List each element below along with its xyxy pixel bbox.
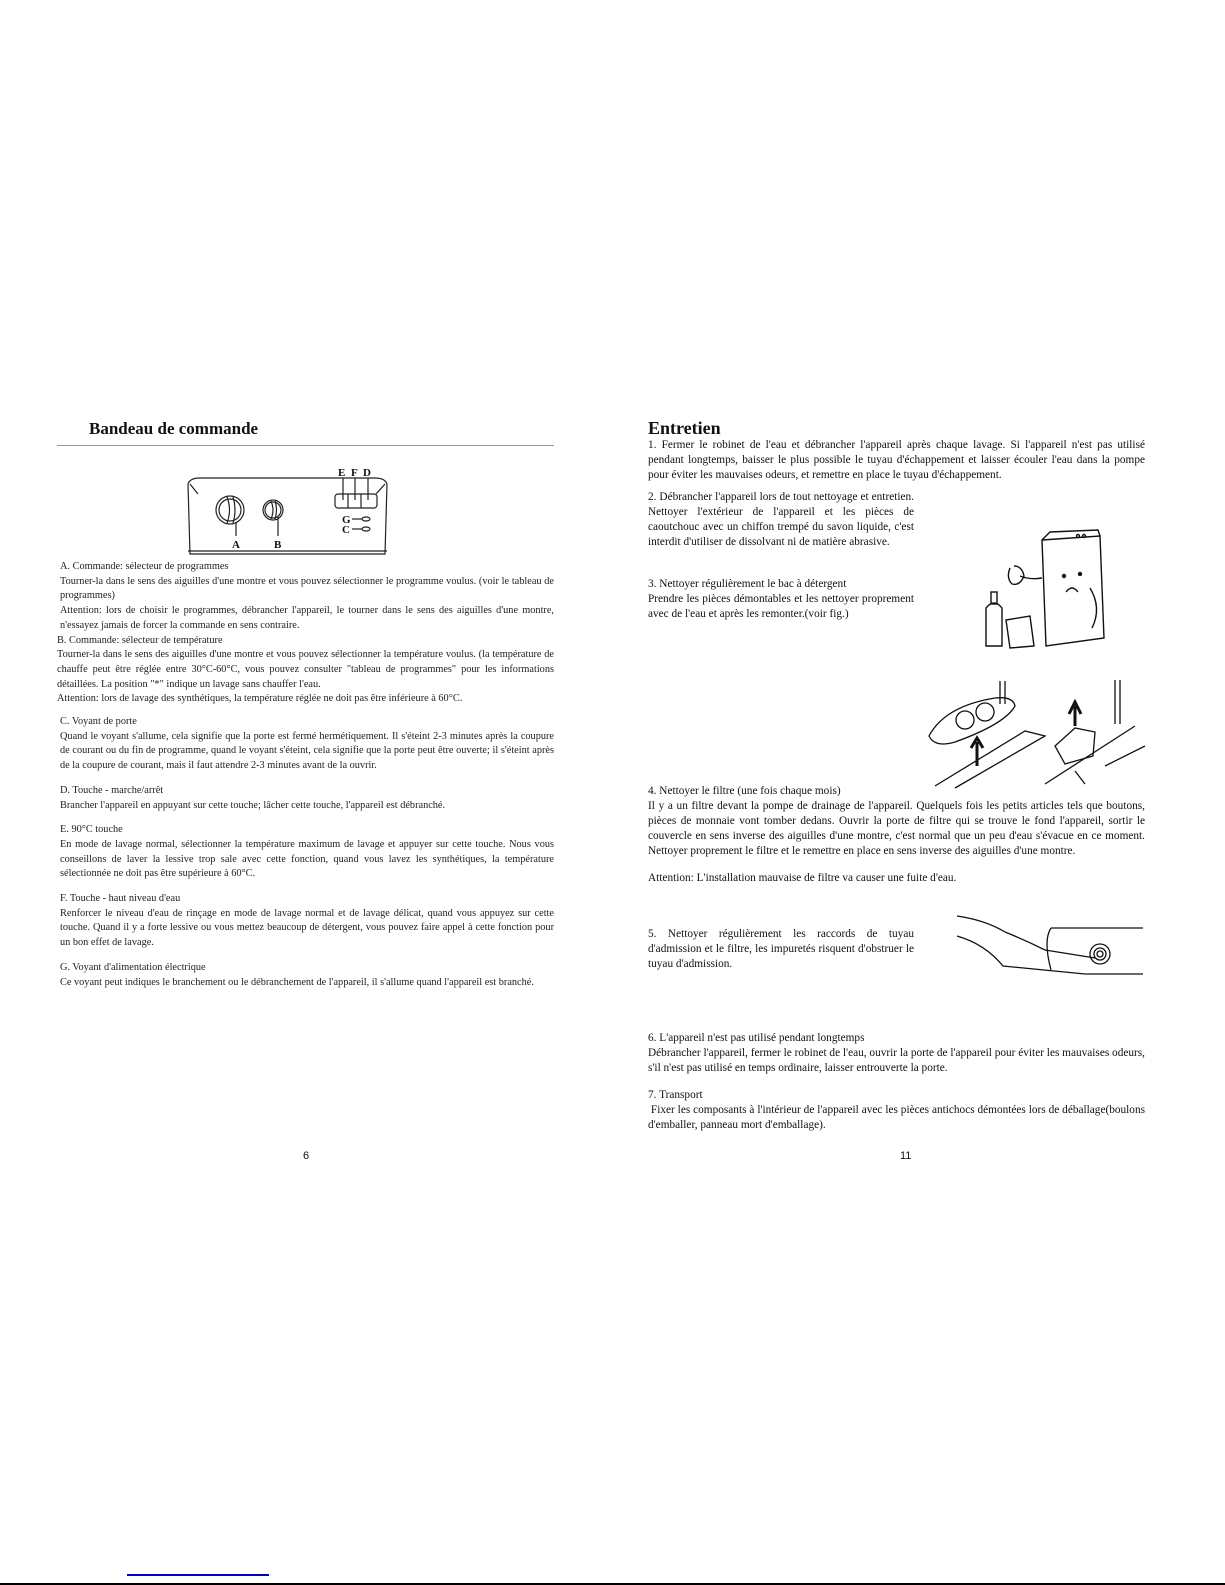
section-heading: D. Touche - marche/arrêt <box>60 784 164 796</box>
label-c: C <box>342 524 350 536</box>
label-b: B <box>274 539 282 551</box>
label-e: E <box>338 467 346 479</box>
step-heading: 6. L'appareil n'est pas utilisé pendant longtemps <box>648 1032 865 1044</box>
step-body: Il y a un filtre devant la pompe de drainage de l'appareil. Quelquels fois les petits articles tels que boutons, pièces de monnaie vont tomber dedans. Ouvrir la porte de filtre qui se trouve le fond l'appareil, sortir le couvercle en sens inverse des aiguilles d'une montre, c'est normal que un peu d'eau s'évacue en ce moment. Nettoyer proprement le filtre et le remettre en place en sens inverse des aiguilles d'une montre. <box>648 800 1145 857</box>
step-7 <box>648 1088 1148 1133</box>
step-note: Attention: L'installation mauvaise de filtre va causer une fuite d'eau. <box>648 872 957 884</box>
section-body: Brancher l'appareil en appuyant sur cette touche; lâcher cette touche, l'appareil est débranché. <box>60 799 446 811</box>
section-c <box>60 715 554 774</box>
section-heading: E. 90°C touche <box>60 824 123 836</box>
label-g: G <box>342 514 351 526</box>
section-note: Attention: lors de choisir le programmes, débrancher l'appareil, le tourner dans le sens des aiguilles d'une montre, n'essayez jamais de forcer la commande en sens contraire. <box>60 605 554 631</box>
section-note: Attention: lors de lavage des synthétiques, la température réglée ne doit pas être inférieure à 60°C. <box>57 693 463 705</box>
step-1: 1. Fermer le robinet de l'eau et débrancher l'appareil après chaque lavage. Si l'appareil n'est pas utilisé pendant longtemps, baisser le plus possible le tuyau d'échappement et laisser écouler l'eau dans la pompe pour éviter les mauvaises odeurs, et remettre en place le tuyau d'échappement. <box>648 439 1145 481</box>
section-a <box>60 560 554 634</box>
section-g <box>60 961 554 990</box>
page-number-right: 11 <box>900 1150 912 1162</box>
section-heading: F. Touche - haut niveau d'eau <box>60 893 181 905</box>
step-3 <box>648 577 914 622</box>
page-title-left: Bandeau de commande <box>89 419 259 438</box>
section-body: Ce voyant peut indiques le branchement ou le débranchement de l'appareil, il s'allume quand l'appareil est branché. <box>60 976 534 988</box>
step-heading: 7. Transport <box>648 1089 703 1101</box>
section-d <box>60 784 554 813</box>
link-underline[interactable] <box>127 1574 269 1576</box>
label-d: D <box>363 467 371 479</box>
step-heading: 3. Nettoyer régulièrement le bac à détergent <box>648 578 847 590</box>
controls-description <box>57 560 554 990</box>
section-body: Tourner-la dans le sens des aiguilles d'une montre et vous pouvez sélectionner le programme voulus. (voir le tableau de programmes) <box>60 575 554 602</box>
section-b <box>57 634 554 708</box>
step-body: Prendre les pièces démontables et les nettoyer proprement avec de l'eau et après les remonter.(voir fig.) <box>648 593 914 620</box>
step-body: Fixer les composants à l'intérieur de l'appareil avec les pièces antichocs démontées lors de déballage(boulons d'emballer, panneau mort d'emballage). <box>648 1104 1148 1131</box>
label-f: F <box>351 467 358 479</box>
step-heading: 4. Nettoyer le filtre (une fois chaque mois) <box>648 785 841 797</box>
step-body: Débrancher l'appareil, fermer le robinet de l'eau, ouvrir la porte de l'appareil pour éviter les mauvaises odeurs, s'il n'est pas utilisé en temps ordinaire, laisser entrouverte la porte. <box>648 1047 1145 1074</box>
title-divider <box>57 445 554 446</box>
section-e <box>60 823 554 882</box>
section-f <box>60 892 554 951</box>
section-heading: B. Commande: sélecteur de température <box>57 634 223 646</box>
section-body: Renforcer le niveau d'eau de rinçage en mode de lavage normal et de lavage délicat, quand vous appuyez sur cette touche. Quand il y a forte lessive ou vous mettez beaucoup de détergent, vous pouvez faire appel à cette fonction pour un bon effet de lavage. <box>60 907 554 949</box>
section-heading: A. Commande: sélecteur de programmes <box>60 561 229 572</box>
section-heading: C. Voyant de porte <box>60 716 137 728</box>
label-a: A <box>232 539 240 551</box>
step-6 <box>648 1031 1145 1076</box>
detergent-drawer-illustration <box>925 676 1150 791</box>
page-number-left: 6 <box>303 1150 310 1162</box>
step-4 <box>648 784 1145 886</box>
sad-washer-illustration <box>980 528 1120 653</box>
section-body: Quand le voyant s'allume, cela signifie que la porte est fermé hermétiquement. Il s'éteint 2-3 minutes après la coupure de courant ou du fin de programme, quand le voyant s'éteint, cela signifie que la porte peut être ouverte; il s'éteint après de la coupure de courant, mais il faut attendre 2-3 minutes avant de la ouvrir. <box>60 730 554 772</box>
step-2: 2. Débrancher l'appareil lors de tout nettoyage et entretien. Nettoyer l'extérieur de l'appareil et les pièces de caoutchouc avec un chiffon trempé du savon liquide, c'est interdit d'utiliser de dissolvant ni de matière abrasive. <box>648 491 914 548</box>
section-heading: G. Voyant d'alimentation électrique <box>60 961 206 973</box>
section-body: En mode de lavage normal, sélectionner la température maximum de lavage et appuyer sur cette touche. Nous vous conseillons de laver la lessive trop sale avec cette fonction, quand vous lavez les synthétiques, la température sélectionnée ne doit pas être supérieure à 60°C. <box>60 838 554 880</box>
inlet-filter-illustration <box>955 910 1145 980</box>
section-body: Tourner-la dans le sens des aiguilles d'une montre et vous pouvez sélectionner la température voulus. (la température de chauffe peut être réglée entre 30°C-60°C, vous pouvez consulter "tableau de programmes" pour les informations détaillées. La position "*" indique un lavage sans chauffer l'eau. <box>57 649 554 690</box>
page-title-right: Entretien <box>648 418 721 438</box>
control-panel-diagram <box>180 464 395 559</box>
step-5: 5. Nettoyer régulièrement les raccords de tuyau d'admission et le filtre, les impuretés risquent d'obstruer le tuyau d'admission. <box>648 928 914 970</box>
